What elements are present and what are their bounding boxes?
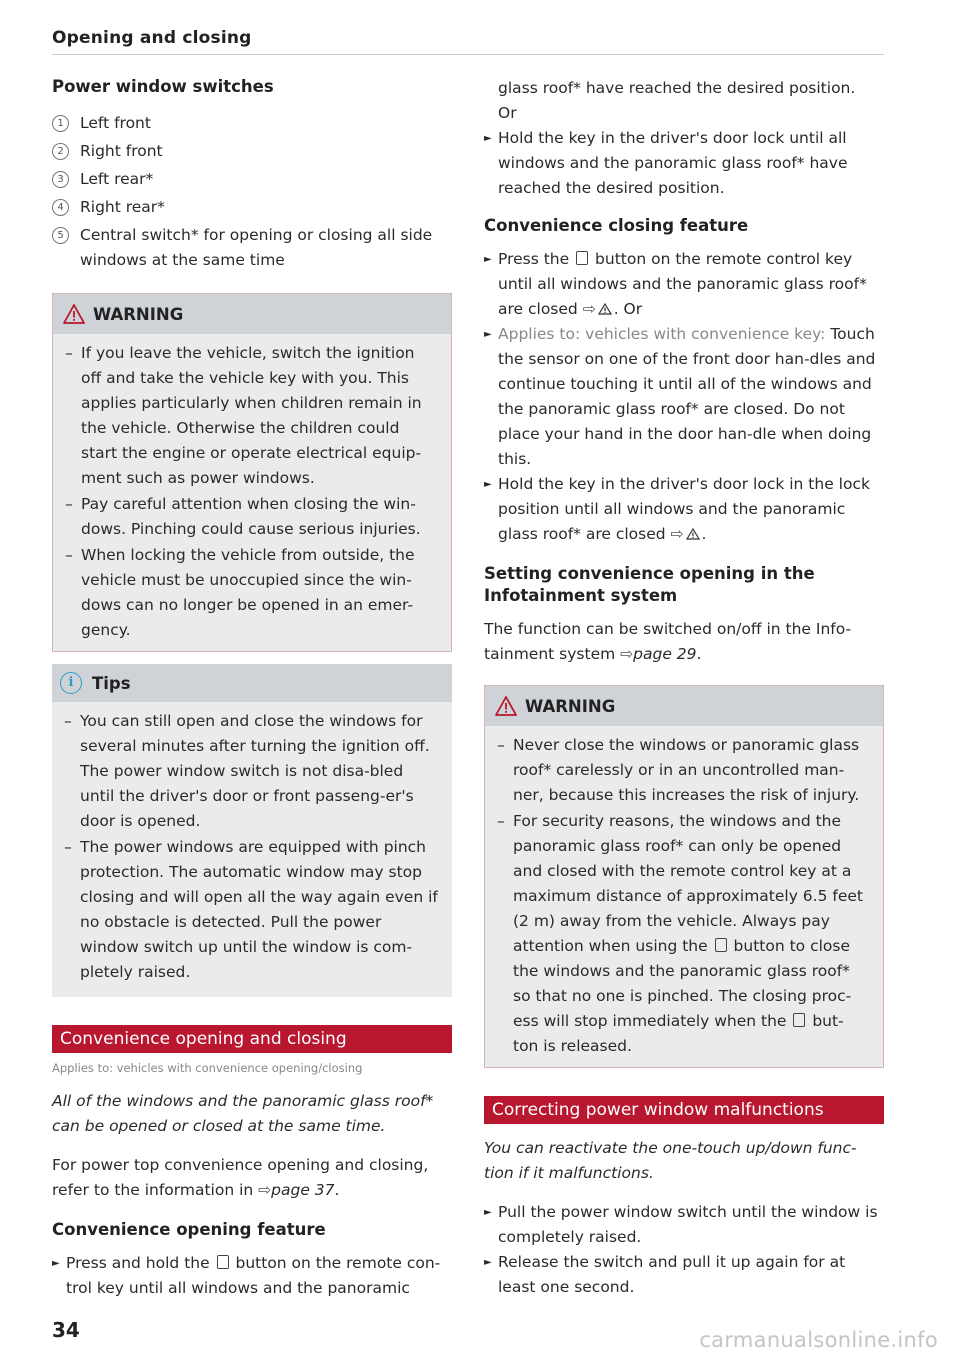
list-item: ► Hold the key in the driver's door lock in the lock position until all windows and the panoramic glass roof* are closed ⇨ . [484, 472, 884, 547]
warning-triangle-icon [495, 696, 517, 716]
continued-text: glass roof* have reached the desired position. [498, 79, 856, 97]
warning-triangle-icon [686, 528, 700, 540]
page-reference-link[interactable]: page 37 [271, 1181, 335, 1199]
lock-button-icon [793, 1013, 805, 1027]
list-item: ► Pull the power window switch until the window is completely raised. [484, 1200, 884, 1250]
tips-title: Tips [92, 673, 131, 693]
reference-arrow-icon: ⇨ [582, 300, 596, 318]
bullet-arrow-icon: ► [484, 1257, 492, 1268]
list-item: ► Applies to: vehicles with convenience key: Touch the sensor on one of the front door han-dles and continue touching it until all of the windows and the panoramic glass roof* are closed. Do not place your hand in the door han-dle when doing this. [484, 322, 884, 472]
list-item: ► Hold the key in the driver's door lock until all windows and the panoramic glass roof* have reached the desired position. [484, 126, 884, 201]
number-circle-icon: 1 [52, 115, 69, 132]
page-reference-link[interactable]: page 29 [633, 645, 697, 663]
right-column [484, 76, 884, 1300]
or-text: Or [498, 104, 517, 122]
section-intro: You can reactivate the one-touch up/down func-tion if it malfunctions. [484, 1139, 857, 1182]
reference-arrow-icon: ⇨ [670, 525, 684, 543]
bullet-arrow-icon: ► [52, 1258, 60, 1269]
warning-item: – If you leave the vehicle, switch the ignition off and take the vehicle key with you. This applies particularly when children remain in the vehicle. Otherwise the children could start the engine or operate electrical equip-ment such as power windows. [65, 344, 422, 487]
setting-heading: Setting convenience opening in the Infotainment system [484, 564, 815, 605]
warning-box [484, 685, 884, 1068]
number-circle-icon: 3 [52, 171, 69, 188]
applies-to-note: Applies to: vehicles with convenience opening/closing [52, 1061, 363, 1075]
bullet-arrow-icon: ► [484, 479, 492, 490]
closing-heading: Convenience closing feature [484, 216, 749, 235]
section-intro: All of the windows and the panoramic glass roof* can be opened or closed at the same time. [52, 1092, 434, 1135]
warning-header [53, 294, 451, 334]
warning-box [52, 293, 452, 652]
watermark: carmanualsonline.info [699, 1328, 938, 1352]
lock-button-icon [576, 251, 588, 265]
warning-item: – Pay careful attention when closing the win-dows. Pinching could cause serious injuries. [65, 495, 421, 538]
bullet-arrow-icon: ► [484, 254, 492, 265]
lock-button-icon [217, 1255, 229, 1269]
warning-header [485, 686, 883, 726]
section-title-bar: Correcting power window malfunctions [484, 1096, 884, 1124]
number-circle-icon: 2 [52, 143, 69, 160]
setting-paragraph: The function can be switched on/off in the Info-tainment system ⇨page 29. [484, 620, 852, 663]
list-item: ► Press and hold the button on the remote con-trol key until all windows and the panoramic [52, 1251, 452, 1301]
info-icon: i [60, 672, 82, 694]
tips-item: – The power windows are equipped with pinch protection. The automatic window may stop closing and will open all the way again even if no obstacle is detected. Pull the power window switch up until the window is com-pletely raised. [64, 838, 438, 981]
warning-title: WARNING [93, 304, 184, 324]
section-title-bar: Convenience opening and closing [52, 1025, 452, 1053]
list-item: ► Press the button on the remote control key until all windows and the panoramic glass roof* are closed ⇨ . Or [484, 247, 884, 322]
warning-item: – For security reasons, the windows and the panoramic glass roof* can only be opened and closed with the remote control key at a maximum distance of approximately 6.5 feet (2 m) away from the vehicle. Always pay attention when using the button to close the windows and the panoramic glass roof* so that no one is pinched. The closing proc-ess will stop immediately when the but-ton is released. [497, 812, 863, 1055]
left-column [52, 76, 452, 1301]
page-number: 34 [52, 1318, 80, 1342]
bullet-arrow-icon: ► [484, 329, 492, 340]
applies-to-note: Applies to: vehicles with convenience key: [498, 325, 826, 343]
warning-triangle-icon [63, 304, 85, 324]
list-item: 2 Right front [52, 139, 452, 164]
tips-header [52, 664, 452, 702]
list-item: 5 Central switch* for opening or closing all side windows at the same time [52, 223, 452, 273]
warning-triangle-icon [598, 303, 612, 315]
warning-item: – When locking the vehicle from outside, the vehicle must be unoccupied since the win-dows can no longer be opened in an emer-gency. [65, 546, 415, 639]
number-circle-icon: 4 [52, 199, 69, 216]
page-title: Opening and closing [52, 28, 252, 48]
number-circle-icon: 5 [52, 227, 69, 244]
warning-title: WARNING [525, 696, 616, 716]
tips-item: – You can still open and close the windows for several minutes after turning the ignition off. The power window switch is not disa-bled until the driver's door or front passeng-er's door is opened. [64, 712, 430, 830]
lock-button-icon [715, 938, 727, 952]
bullet-arrow-icon: ► [484, 133, 492, 144]
list-item: 3 Left rear* [52, 167, 452, 192]
reference-arrow-icon: ⇨ [258, 1181, 272, 1199]
power-top-paragraph: For power top convenience opening and closing, refer to the information in ⇨page 37. [52, 1156, 429, 1199]
reference-arrow-icon: ⇨ [620, 645, 634, 663]
tips-box [52, 664, 452, 997]
list-item: 4 Right rear* [52, 195, 452, 220]
list-item: ► Release the switch and pull it up again for at least one second. [484, 1250, 884, 1300]
switches-heading: Power window switches [52, 77, 274, 96]
opening-heading: Convenience opening feature [52, 1220, 326, 1239]
bullet-arrow-icon: ► [484, 1207, 492, 1218]
list-item: 1 Left front [52, 111, 452, 136]
warning-item: – Never close the windows or panoramic glass roof* carelessly or in an uncontrolled man-ner, because this increases the risk of injury. [497, 736, 860, 804]
page-header [52, 24, 884, 55]
